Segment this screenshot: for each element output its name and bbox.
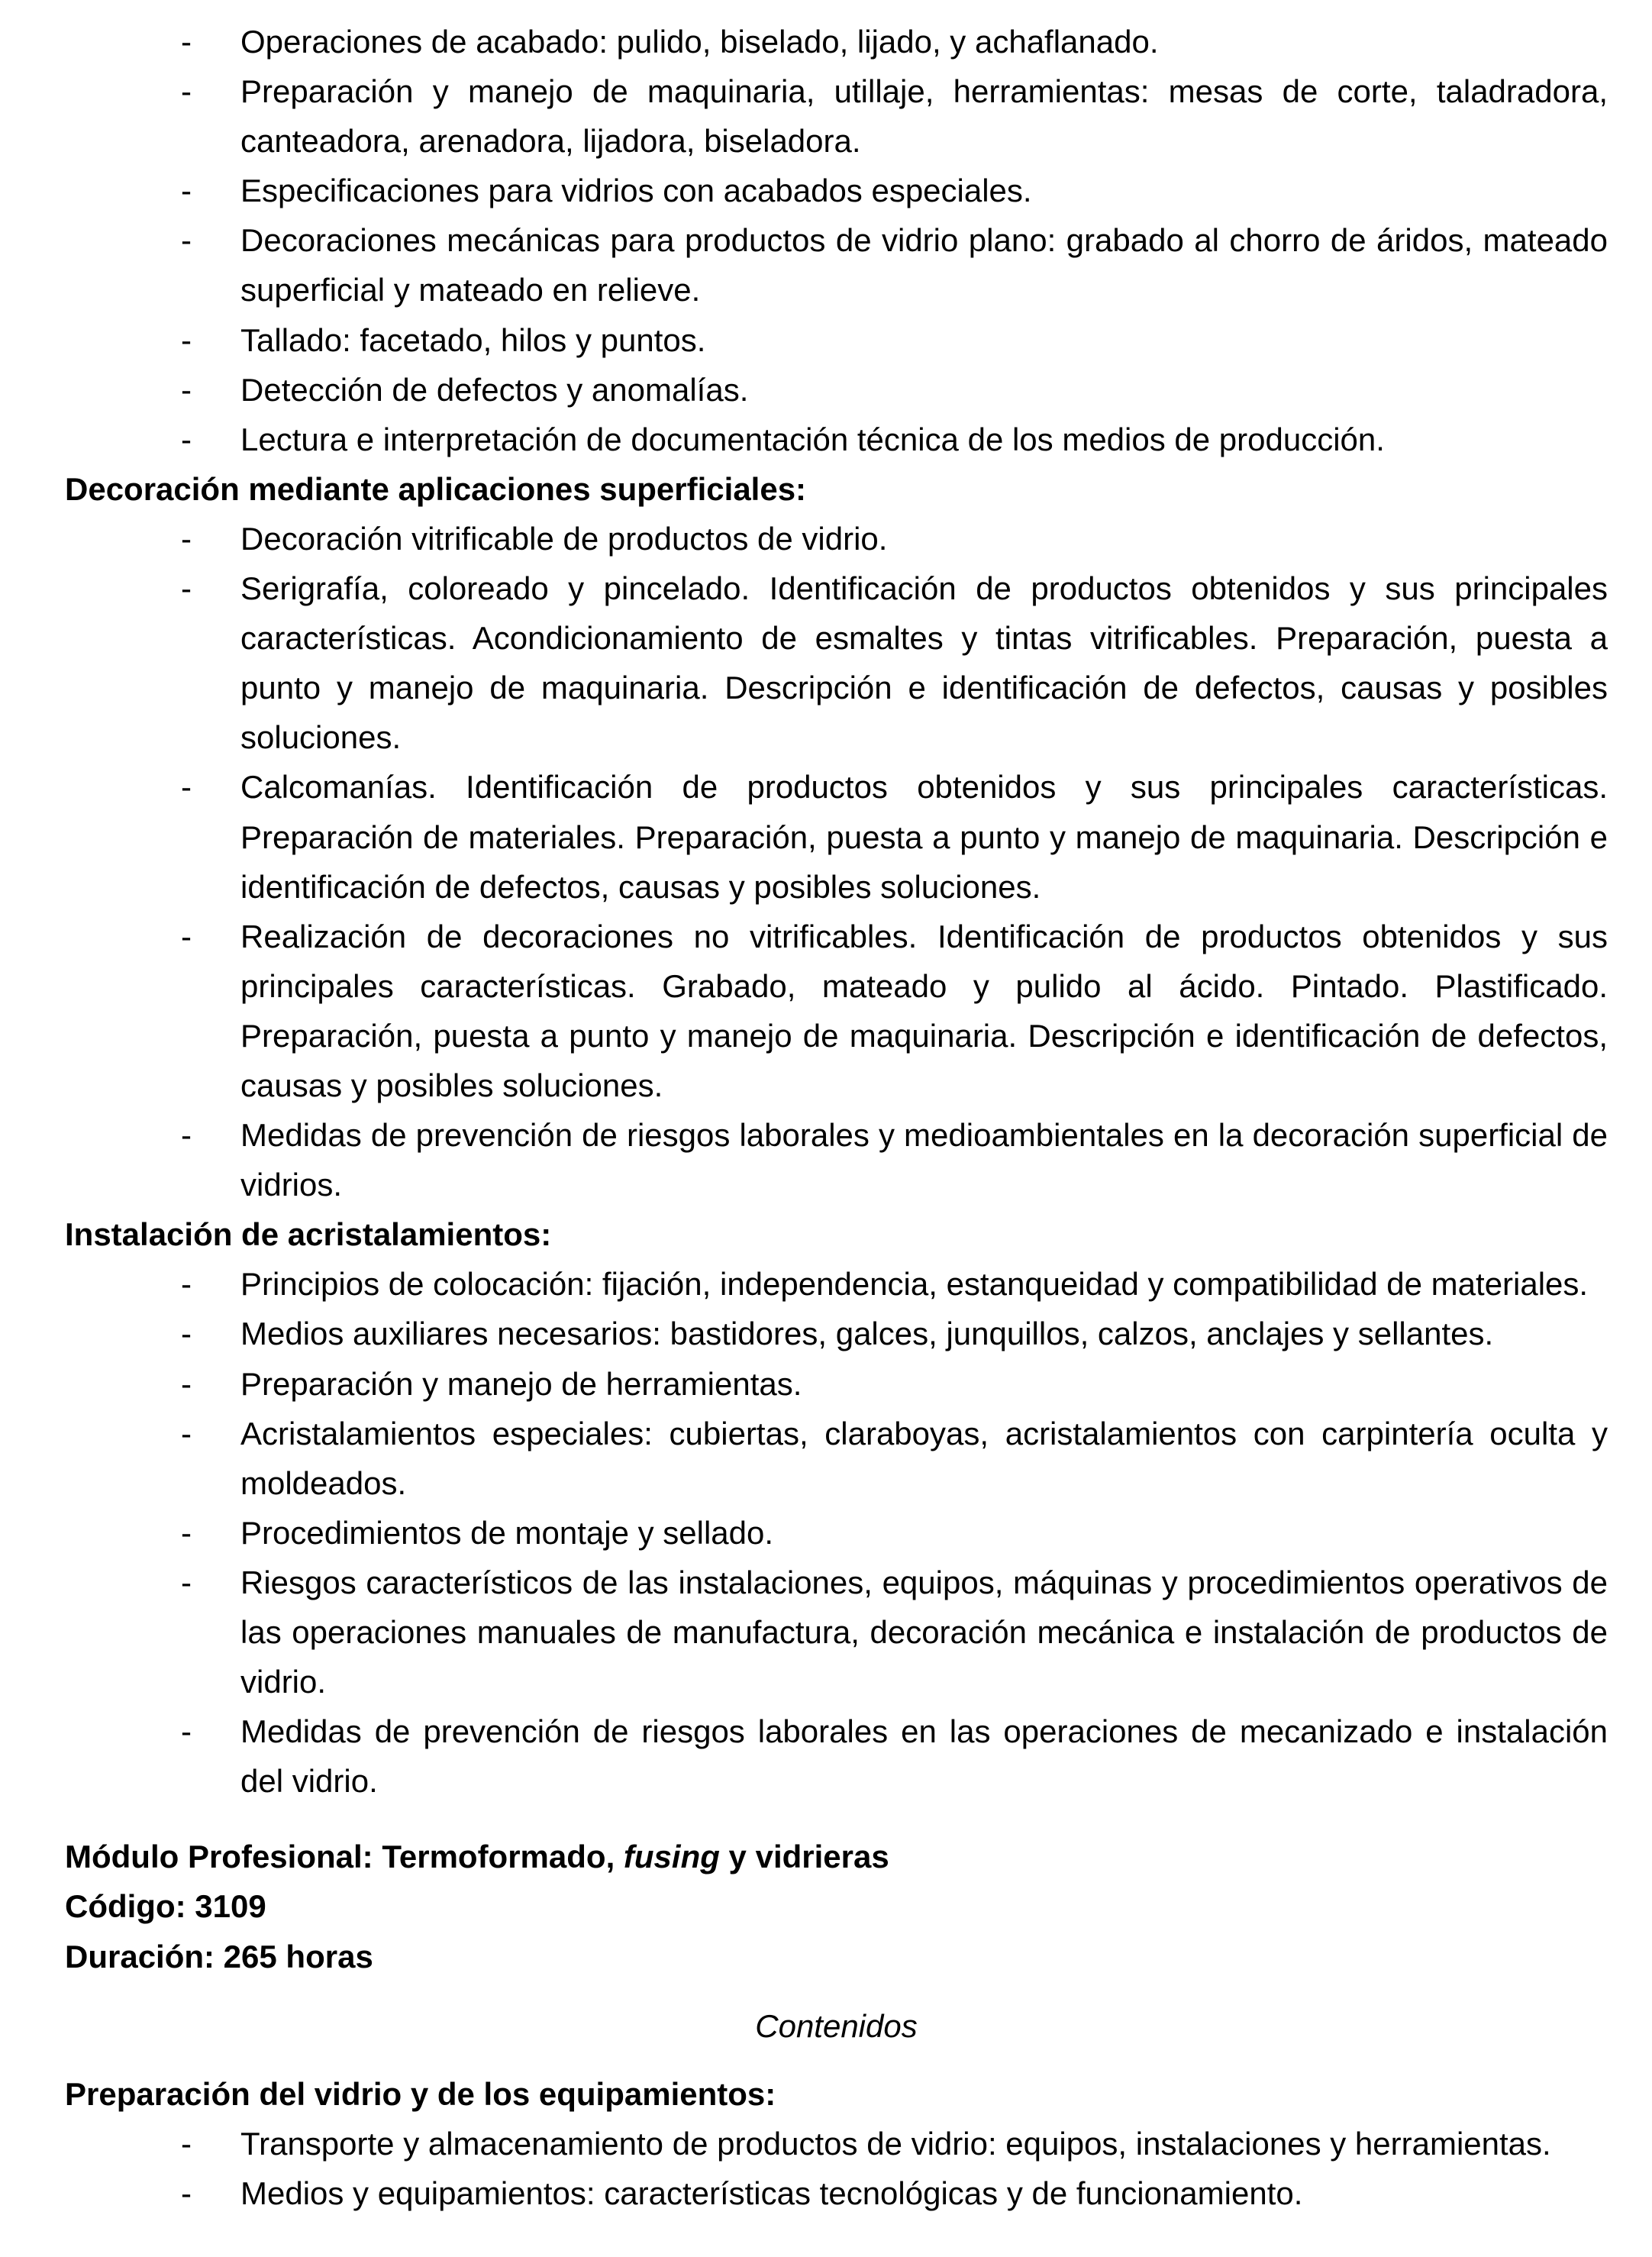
list-item-text: Principios de colocación: fijación, independencia, estanqueidad y compatibilidad de materiales. — [240, 1266, 1589, 1303]
list-dash-marker: - — [181, 1117, 192, 1154]
list-dash-marker: - — [181, 570, 192, 607]
list-item-text: Serigrafía, coloreado y pincelado. Identificación de productos obtenidos y sus principales características. Acondicionamiento de esmaltes y tintas vitrificables. Preparación, puesta a punto y manejo de maquinaria. Descripción e identificación de defectos, causas y posibles soluciones. — [240, 570, 1608, 756]
list-item — [181, 912, 1608, 1110]
list-dash-marker: - — [181, 1564, 192, 1600]
list-dash-marker: - — [181, 520, 192, 557]
list-dash-marker: - — [181, 321, 192, 358]
list-item — [181, 1558, 1608, 1706]
list-item — [181, 1409, 1608, 1508]
list-dash-marker: - — [181, 421, 192, 457]
list-item-text: Preparación y manejo de herramientas. — [240, 1365, 802, 1402]
list-item — [181, 1309, 1608, 1358]
list-item — [181, 315, 1608, 365]
list-item-text: Operaciones de acabado: pulido, biselado, lijado, y achaflanado. — [240, 24, 1159, 60]
list-dash-marker: - — [181, 2125, 192, 2162]
surface-decoration-list — [65, 514, 1608, 1209]
list-dash-marker: - — [181, 2175, 192, 2211]
list-item-text: Lectura e interpretación de documentación técnica de los medios de producción. — [240, 421, 1385, 457]
contents-label: Contenidos — [755, 2007, 918, 2044]
list-item — [181, 1110, 1608, 1209]
module-header-block — [65, 1832, 1608, 1981]
list-item — [181, 17, 1608, 66]
list-item — [181, 365, 1608, 415]
list-dash-marker: - — [181, 769, 192, 806]
list-item — [181, 2119, 1608, 2168]
list-dash-marker: - — [181, 173, 192, 209]
list-dash-marker: - — [181, 1365, 192, 1402]
module-title-italic: fusing — [623, 1839, 720, 1875]
section-heading-glass-preparation: Preparación del vidrio y de los equipamientos: — [65, 2075, 776, 2112]
module-title-prefix: Módulo Profesional: Termoformado, — [65, 1839, 624, 1875]
list-item-text: Medios auxiliares necesarios: bastidores, galces, junquillos, calzos, anclajes y sellantes. — [240, 1316, 1494, 1352]
list-item-text: Decoraciones mecánicas para productos de vidrio plano: grabado al chorro de áridos, mateado superficial y mateado en relieve. — [240, 222, 1608, 308]
list-item-text: Realización de decoraciones no vitrificables. Identificación de productos obtenidos y sus principales características. Grabado, mateado y pulido al ácido. Pintado. Plastificado. Preparación, puesta a punto y manejo de maquinaria. Descripción e identificación de defectos, causas y posibles soluciones. — [240, 918, 1608, 1103]
list-dash-marker: - — [181, 1514, 192, 1551]
finishing-list — [65, 17, 1608, 464]
list-item — [181, 762, 1608, 911]
module-title — [65, 1832, 1608, 1881]
section-heading-glazing-installation: Instalación de acristalamientos: — [65, 1216, 552, 1253]
list-item-text: Tallado: facetado, hilos y puntos. — [240, 321, 706, 358]
list-item-text: Transporte y almacenamiento de productos de vidrio: equipos, instalaciones y herramientas. — [240, 2125, 1551, 2162]
list-item-text: Especificaciones para vidrios con acabados especiales. — [240, 173, 1032, 209]
list-item-text: Medidas de prevención de riesgos laborales en las operaciones de mecanizado e instalación del vidrio. — [240, 1713, 1608, 1800]
list-dash-marker: - — [181, 1316, 192, 1352]
list-item — [181, 2168, 1608, 2218]
module-code: Código: 3109 — [65, 1888, 266, 1925]
module-title-suffix: y vidrieras — [719, 1839, 889, 1875]
list-dash-marker: - — [181, 222, 192, 259]
list-item — [181, 1706, 1608, 1806]
list-dash-marker: - — [181, 1415, 192, 1451]
list-item-text: Medidas de prevención de riesgos laborales y medioambientales en la decoración superficial de vidrios. — [240, 1117, 1608, 1203]
list-item-text: Decoración vitrificable de productos de vidrio. — [240, 520, 888, 557]
list-item-text: Preparación y manejo de maquinaria, utillaje, herramientas: mesas de corte, taladradora, canteadora, arenadora, lijadora, biseladora. — [240, 73, 1608, 160]
list-item-text: Calcomanías. Identificación de productos obtenidos y sus principales características. Preparación de materiales. Preparación, puesta a punto y manejo de maquinaria. Descripción e identificación de defectos, causas y posibles soluciones. — [240, 769, 1608, 905]
section-heading-surface-decoration: Decoración mediante aplicaciones superficiales: — [65, 470, 807, 507]
list-item — [181, 166, 1608, 215]
list-dash-marker: - — [181, 24, 192, 60]
list-item — [181, 66, 1608, 166]
list-item-text: Detección de defectos y anomalías. — [240, 371, 749, 408]
list-item-text: Riesgos característicos de las instalaciones, equipos, máquinas y procedimientos operativos de las operaciones manuales de manufactura, decoración mecánica e instalación de productos de vidrio. — [240, 1564, 1608, 1700]
list-dash-marker: - — [181, 371, 192, 408]
module-duration: Duración: 265 horas — [65, 1938, 373, 1974]
list-item — [181, 1259, 1608, 1309]
list-item — [181, 215, 1608, 315]
list-item — [181, 1508, 1608, 1558]
list-item-text: Procedimientos de montaje y sellado. — [240, 1514, 774, 1551]
list-item — [181, 415, 1608, 464]
list-dash-marker: - — [181, 1713, 192, 1750]
glazing-installation-list — [65, 1259, 1608, 1806]
list-item-text: Medios y equipamientos: características tecnológicas y de funcionamiento. — [240, 2175, 1303, 2211]
list-item-text: Acristalamientos especiales: cubiertas, claraboyas, acristalamientos con carpintería oculta y moldeados. — [240, 1415, 1608, 1501]
glass-preparation-list — [65, 2119, 1608, 2218]
list-dash-marker: - — [181, 73, 192, 110]
list-dash-marker: - — [181, 1266, 192, 1303]
list-item — [181, 563, 1608, 762]
list-item — [181, 514, 1608, 563]
list-item — [181, 1359, 1608, 1409]
list-dash-marker: - — [181, 918, 192, 954]
